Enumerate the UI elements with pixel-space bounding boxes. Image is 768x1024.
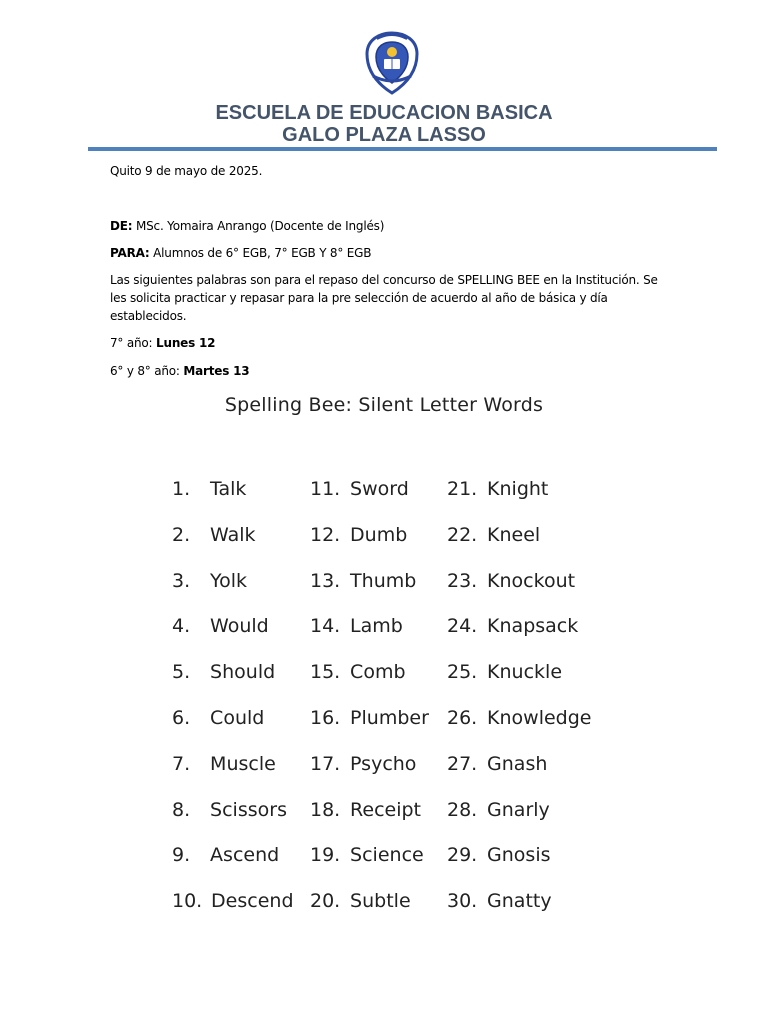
word-text: Descend (211, 890, 294, 912)
word-item (310, 799, 421, 821)
to-value: Alumnos de 6° EGB, 7° EGB Y 8° EGB (153, 246, 372, 260)
word-number: 21. (447, 478, 478, 500)
word-text: Muscle (210, 753, 276, 775)
schedule-7 (110, 334, 650, 352)
word-item (172, 753, 276, 775)
word-item (310, 570, 416, 592)
word-text: Receipt (350, 799, 422, 821)
word-item (310, 707, 429, 729)
word-item (172, 890, 294, 912)
word-number: 13. (310, 570, 341, 592)
word-number: 26. (447, 707, 478, 729)
school-crest-icon (361, 30, 423, 96)
word-number: 9. (172, 844, 191, 866)
from-label: DE: (110, 219, 133, 233)
word-item (447, 890, 552, 912)
word-number: 22. (447, 524, 478, 546)
word-number: 15. (310, 661, 341, 683)
schedule-6-8-value: Martes 13 (183, 364, 250, 378)
word-item (172, 844, 279, 866)
word-number: 10. (172, 890, 203, 912)
word-text: Knowledge (487, 707, 592, 729)
word-item (172, 661, 275, 683)
word-text: Kneel (487, 524, 541, 546)
word-item (172, 478, 246, 500)
spelling-bee-title: Spelling Bee: Silent Letter Words (224, 394, 544, 416)
word-number: 20. (310, 890, 341, 912)
word-item (172, 707, 264, 729)
word-text: Knuckle (487, 661, 563, 683)
word-text: Lamb (350, 615, 403, 637)
word-item (447, 661, 562, 683)
word-number: 6. (172, 707, 191, 729)
word-item (172, 524, 256, 546)
word-item (310, 524, 407, 546)
word-number: 11. (310, 478, 341, 500)
word-text: Should (210, 661, 276, 683)
word-text: Gnarly (487, 799, 550, 821)
word-text: Subtle (350, 890, 411, 912)
word-item (172, 615, 269, 637)
word-text: Ascend (210, 844, 280, 866)
word-number: 2. (172, 524, 191, 546)
schedule-7-value: Lunes 12 (156, 336, 216, 350)
school-name-line2: GALO PLAZA LASSO (282, 124, 486, 146)
word-text: Sword (350, 478, 409, 500)
word-number: 8. (172, 799, 191, 821)
word-number: 1. (172, 478, 191, 500)
word-text: Psycho (350, 753, 417, 775)
word-number: 28. (447, 799, 478, 821)
word-text: Gnosis (487, 844, 551, 866)
word-text: Scissors (210, 799, 287, 821)
word-item (172, 799, 287, 821)
letter-from (110, 217, 650, 235)
schedule-6-8 (110, 362, 650, 380)
word-text: Talk (210, 478, 247, 500)
body-line: les solicita practicar y repasar para la pre selección de acuerdo al año de básica y día (110, 291, 608, 305)
schedule-7-label: 7° año: (110, 336, 153, 350)
word-text: Yolk (210, 570, 248, 592)
word-item (447, 524, 540, 546)
word-number: 14. (310, 615, 341, 637)
school-name-line1: ESCUELA DE EDUCACION BASICA (215, 102, 553, 124)
word-number: 24. (447, 615, 478, 637)
word-number: 19. (310, 844, 341, 866)
word-item (310, 615, 403, 637)
word-item (310, 844, 424, 866)
word-text: Thumb (350, 570, 417, 592)
from-value: MSc. Yomaira Anrango (Docente de Inglés) (135, 219, 385, 233)
word-text: Gnatty (487, 890, 552, 912)
word-item (447, 753, 547, 775)
word-item (447, 844, 551, 866)
letter-to (110, 244, 650, 262)
word-text: Plumber (350, 707, 429, 729)
word-number: 30. (447, 890, 478, 912)
word-text: Knapsack (487, 615, 579, 637)
body-line: Las siguientes palabras son para el repaso del concurso de SPELLING BEE en la Institución. Se (110, 273, 658, 287)
word-text: Dumb (350, 524, 408, 546)
word-text: Walk (210, 524, 256, 546)
word-item (310, 753, 416, 775)
word-item (310, 478, 409, 500)
word-number: 16. (310, 707, 341, 729)
word-item (172, 570, 247, 592)
word-number: 7. (172, 753, 191, 775)
word-text: Would (210, 615, 269, 637)
word-text: Knight (487, 478, 549, 500)
word-text: Gnash (487, 753, 548, 775)
word-item (447, 478, 548, 500)
word-number: 12. (310, 524, 341, 546)
word-item (447, 615, 578, 637)
word-number: 18. (310, 799, 341, 821)
word-text: Knockout (487, 570, 576, 592)
word-number: 29. (447, 844, 478, 866)
body-line: establecidos. (110, 309, 187, 323)
word-number: 25. (447, 661, 478, 683)
letter-body (110, 271, 670, 325)
word-number: 3. (172, 570, 191, 592)
schedule-6-8-label: 6° y 8° año: (110, 364, 180, 378)
word-text: Science (350, 844, 424, 866)
word-number: 17. (310, 753, 341, 775)
header-divider (88, 147, 717, 151)
word-number: 5. (172, 661, 191, 683)
word-text: Comb (350, 661, 406, 683)
word-item (447, 707, 592, 729)
word-number: 4. (172, 615, 191, 637)
word-item (310, 661, 406, 683)
word-item (447, 570, 575, 592)
to-label: PARA: (110, 246, 150, 260)
letter-date: Quito 9 de mayo de 2025. (110, 164, 263, 178)
word-item (447, 799, 550, 821)
word-number: 23. (447, 570, 478, 592)
word-number: 27. (447, 753, 478, 775)
word-text: Could (210, 707, 265, 729)
word-item (310, 890, 411, 912)
